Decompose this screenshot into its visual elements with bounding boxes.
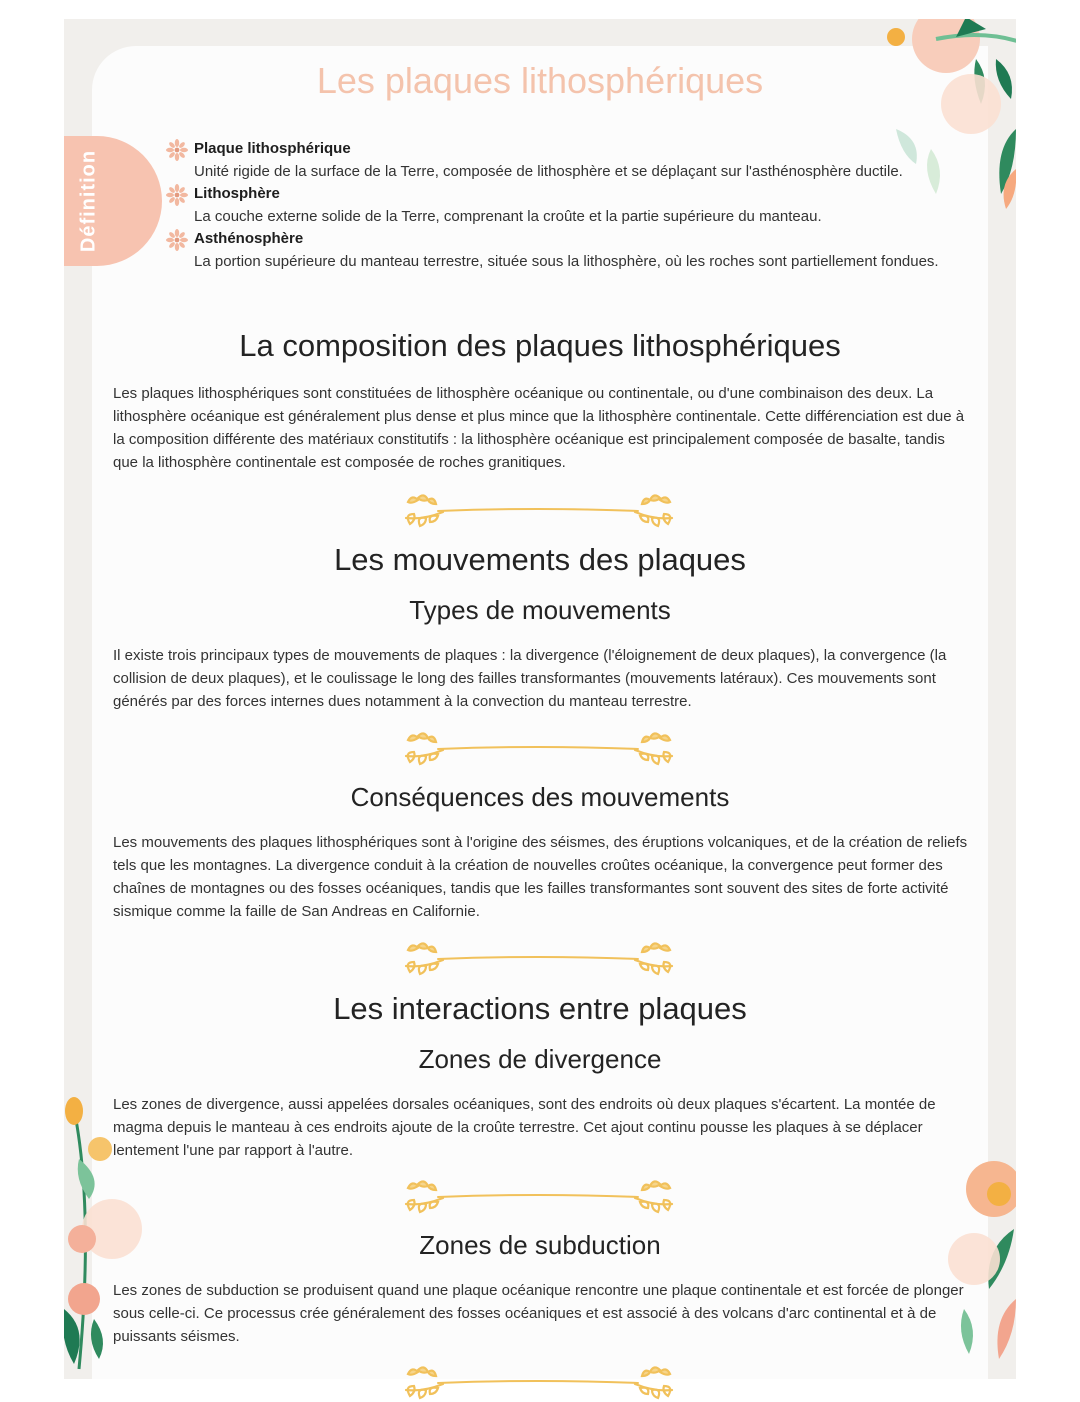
definition-list bbox=[166, 138, 956, 273]
flower-bullet-icon bbox=[166, 229, 188, 251]
ornament-divider-icon bbox=[398, 936, 680, 978]
section-heading-composition: La composition des plaques lithosphériques bbox=[239, 328, 841, 363]
definition-term: Lithosphère bbox=[194, 185, 280, 202]
definition-term: Asthénosphère bbox=[194, 230, 304, 247]
definition-text: Unité rigide de la surface de la Terre, composée de lithosphère et se déplaçant sur l'asthénosphère ductile. bbox=[194, 163, 903, 180]
paragraph-composition: Les plaques lithosphériques sont constituées de lithosphère océanique ou continentale, ou d'une combinaison des deux. La lithosphère océanique est généralement plus dense et plus mince que la lithosphère continentale. Cette différenciation est due à la composition différente des matériaux constitutifs : la lithosphère océanique est principalement composée de basalte, tandis que la lithosphère continentale est composée de roches granitiques. bbox=[113, 385, 965, 471]
flower-bullet-icon bbox=[166, 139, 188, 161]
section-heading-mouvements: Les mouvements des plaques bbox=[334, 542, 746, 577]
subheading-consequences: Conséquences des mouvements bbox=[350, 782, 730, 812]
definition-tab-label: Définition bbox=[77, 149, 100, 253]
flower-bullet-icon bbox=[166, 184, 188, 206]
definition-item bbox=[166, 138, 956, 183]
paragraph-divergence: Les zones de divergence, aussi appelées dorsales océaniques, sont des endroits où deux plaques s'écartent. La montée de magma depuis le manteau à ces endroits ajoute de la croûte terrestre. Cet ajout continu pousse les plaques à se déplacer lentement l'une par rapport à l'autre. bbox=[113, 1096, 936, 1159]
definition-item bbox=[166, 183, 956, 228]
ornament-divider-icon bbox=[398, 726, 680, 768]
subheading-subduction: Zones de subduction bbox=[419, 1230, 661, 1260]
paragraph-types: Il existe trois principaux types de mouvements de plaques : la divergence (l'éloignement de deux plaques), la convergence (la collision de deux plaques), et le coulissage le long des failles transformantes (mouvements latéraux). Ces mouvements sont générés par des forces internes dues notamment à la convection du manteau terrestre. bbox=[113, 647, 947, 710]
paragraph-consequences: Les mouvements des plaques lithosphériques sont à l'origine des séismes, des éruptions volcaniques, et de la création de reliefs tels que les montagnes. La divergence conduit à la création de nouvelles croûtes océanique, la convergence peut former des chaînes de montagnes ou des fosses océaniques, tandis que les failles transformantes sont souvent des sites de forte activité sismique comme la faille de San Andreas en Californie. bbox=[113, 834, 968, 920]
section-heading-interactions: Les interactions entre plaques bbox=[333, 991, 747, 1026]
ornament-divider-icon bbox=[398, 488, 680, 530]
definition-text: La couche externe solide de la Terre, comprenant la croûte et la partie supérieure du manteau. bbox=[194, 208, 822, 225]
paragraph-subduction: Les zones de subduction se produisent quand une plaque océanique rencontre une plaque continentale et est forcée de plonger sous celle-ci. Ce processus crée généralement des fosses océaniques et est associé à des volcans d'arc continental et à de puissants séismes. bbox=[113, 1282, 964, 1345]
ornament-divider-icon bbox=[398, 1174, 680, 1216]
ornament-divider-icon bbox=[398, 1360, 680, 1402]
definition-text: La portion supérieure du manteau terrestre, située sous la lithosphère, où les roches sont partiellement fondues. bbox=[194, 253, 939, 270]
definition-term: Plaque lithosphérique bbox=[194, 140, 351, 157]
subheading-types: Types de mouvements bbox=[409, 595, 671, 625]
definition-item bbox=[166, 228, 956, 273]
subheading-divergence: Zones de divergence bbox=[418, 1044, 662, 1074]
page-title: Les plaques lithosphériques bbox=[316, 60, 764, 101]
